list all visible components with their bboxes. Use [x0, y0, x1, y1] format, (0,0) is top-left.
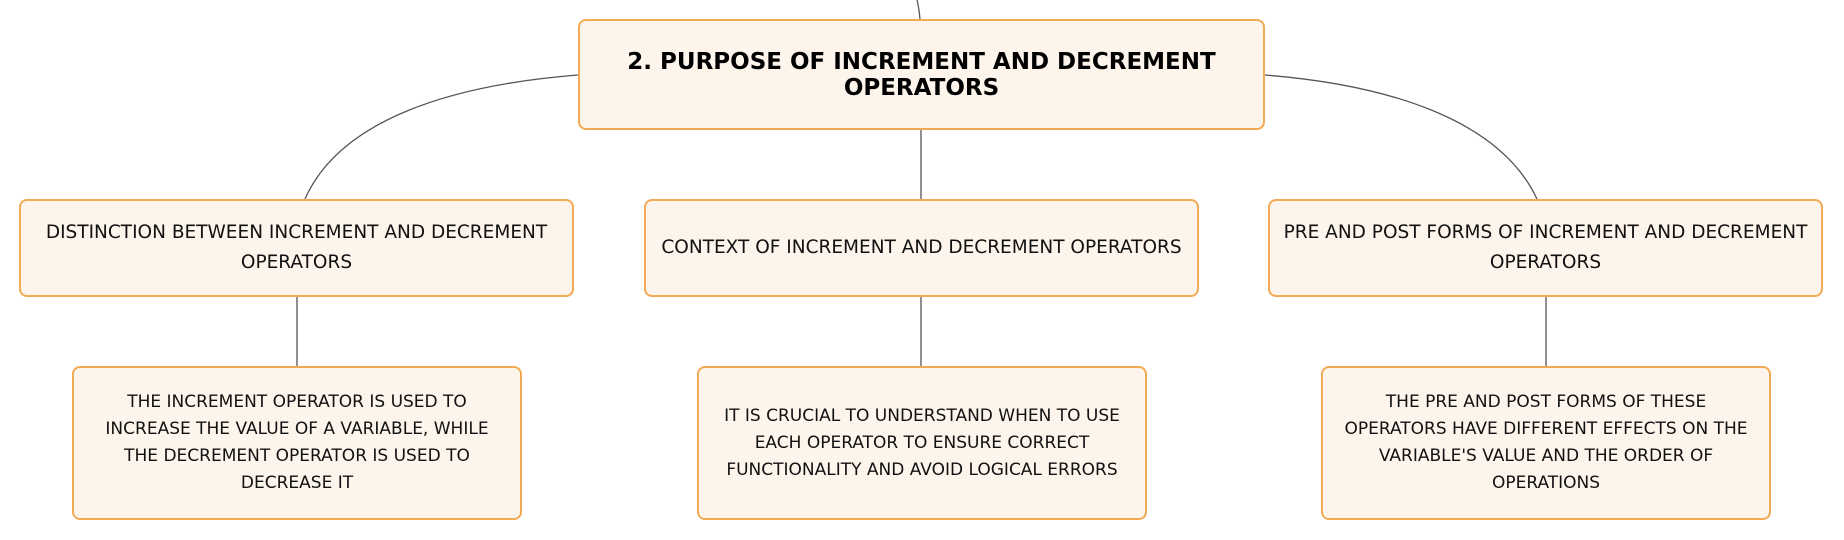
connector-parent-to-root — [917, 0, 920, 19]
detail-node-context[interactable] — [697, 366, 1147, 520]
connector-root-to-branch-3 — [1265, 75, 1537, 199]
branch-node-label: PRE AND POST FORMS OF INCREMENT AND DECREMENT OPERATORS — [1283, 222, 1808, 273]
detail-node-distinction[interactable] — [72, 366, 522, 520]
branch-node-label: CONTEXT OF INCREMENT AND DECREMENT OPERATORS — [661, 237, 1182, 258]
detail-node-pre-post-forms[interactable] — [1321, 366, 1771, 520]
detail-node-text: IT IS CRUCIAL TO UNDERSTAND WHEN TO USE EACH OPERATOR TO ENSURE CORRECT FUNCTIONALITY AND AVOID LOGICAL ERRORS — [724, 405, 1120, 480]
root-node[interactable] — [578, 19, 1265, 130]
branch-node-label: DISTINCTION BETWEEN INCREMENT AND DECREMENT OPERATORS — [45, 222, 548, 273]
root-node-label: 2. PURPOSE OF INCREMENT AND DECREMENT OPERATORS — [627, 48, 1216, 101]
detail-node-text: THE PRE AND POST FORMS OF THESE OPERATORS HAVE DIFFERENT EFFECTS ON THE VARIABLE'S VALUE AND THE ORDER OF OPERATIONS — [1344, 392, 1748, 493]
detail-node-text: THE INCREMENT OPERATOR IS USED TO INCREASE THE VALUE OF A VARIABLE, WHILE THE DECREMENT OPERATOR IS USED TO DECREASE IT — [105, 392, 489, 493]
connector-root-to-branch-1 — [305, 75, 578, 199]
branch-node-distinction[interactable] — [19, 199, 574, 297]
branch-node-context[interactable] — [644, 199, 1199, 297]
branch-node-pre-post-forms[interactable] — [1268, 199, 1823, 297]
